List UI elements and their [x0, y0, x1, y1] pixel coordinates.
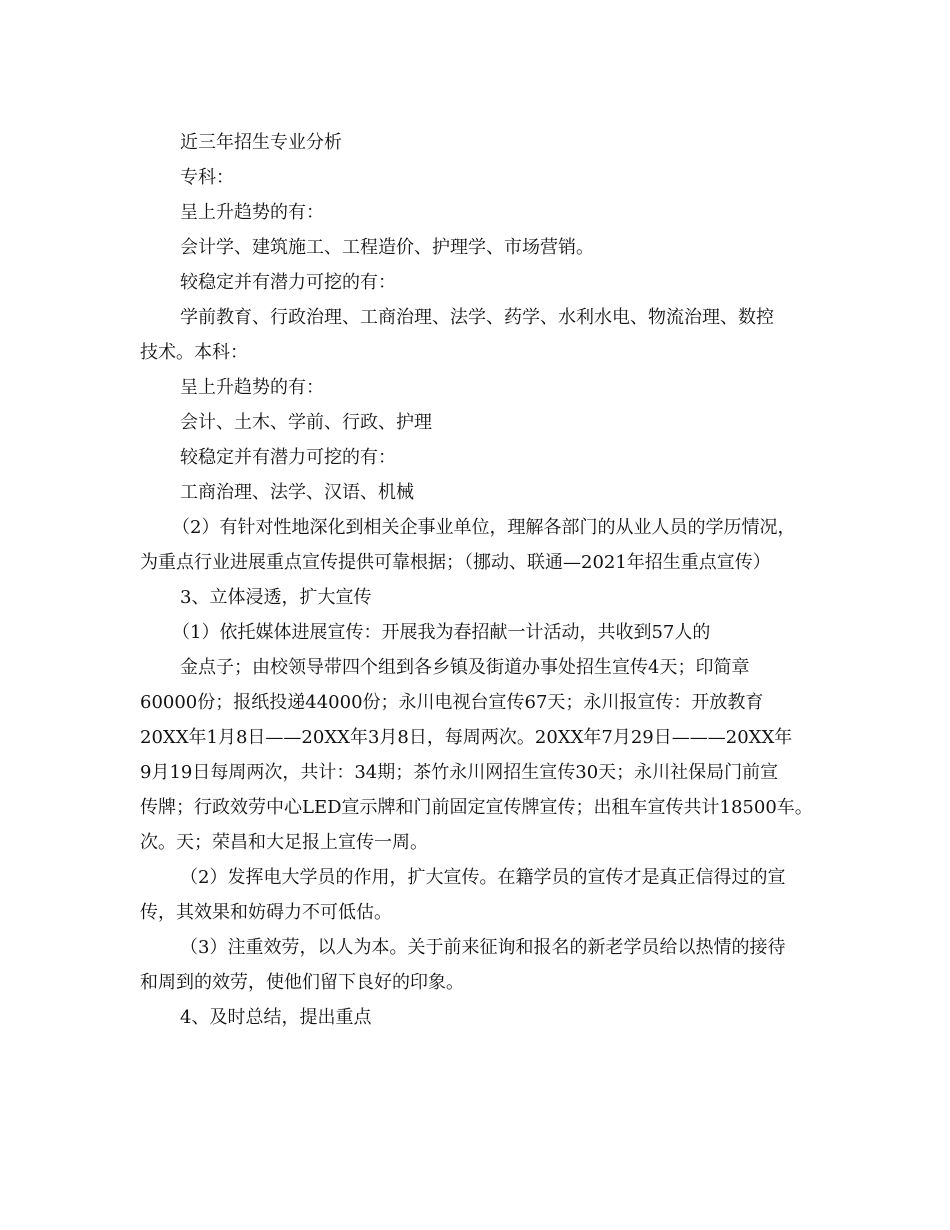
text-line: 呈上升趋势的有：: [180, 202, 324, 223]
text-line: 技术。本科：: [140, 342, 248, 363]
text-line: 9月19日每周两次，共计：34期；茶竹永川网招生宣传30天；永川社保局门前宣: [140, 762, 779, 783]
text-line: 60000份；报纸投递44000份；永川电视台宣传67天；永川报宣传：开放教育: [140, 692, 764, 713]
text-line: 会计、土木、学前、行政、护理: [180, 412, 432, 433]
text-line: 为重点行业进展重点宣传提供可靠根据；（挪动、联通—2021年招生重点宣传）: [140, 552, 771, 573]
text-line: 3、立体浸透，扩大宣传: [180, 587, 372, 608]
text-line: 和周到的效劳，使他们留下良好的印象。: [140, 972, 464, 993]
text-line: 较稳定并有潜力可挖的有：: [180, 447, 396, 468]
text-line: 呈上升趋势的有：: [180, 377, 324, 398]
text-line: （1）依托媒体进展宣传：开展我为春招献一计活动，共收到57人的: [172, 622, 711, 643]
text-line: 专科：: [180, 167, 234, 188]
text-line: 金点子；由校领导带四个组到各乡镇及街道办事处招生宣传4天；印简章: [180, 657, 750, 678]
text-line: （2）有针对性地深化到相关企事业单位，理解各部门的从业人员的学历情况，: [172, 517, 796, 538]
text-line: 会计学、建筑施工、工程造价、护理学、市场营销。: [180, 237, 594, 258]
text-line: 20XX年1月8日——20XX年3月8日，每周两次。20XX年7月29日———20XX年: [140, 727, 793, 748]
text-line: （2）发挥电大学员的作用，扩大宣传。在籍学员的宣传才是真正信得过的宣: [180, 867, 786, 888]
text-line: 次。天；荣昌和大足报上宣传一周。: [140, 832, 428, 853]
text-line: 近三年招生专业分析: [180, 132, 342, 153]
text-line: 传牌；行政效劳中心LED宣示牌和门前固定宣传牌宣传；出租车宣传共计18500车。: [140, 797, 813, 818]
text-line: 传，其效果和妨碍力不可低估。: [140, 902, 392, 923]
text-line: 较稳定并有潜力可挖的有：: [180, 272, 396, 293]
text-line: 4、及时总结，提出重点: [180, 1007, 372, 1028]
text-line: （3）注重效劳，以人为本。关于前来征询和报名的新老学员给以热情的接待: [180, 937, 786, 958]
text-line: 学前教育、行政治理、工商治理、法学、药学、水利水电、物流治理、数控: [180, 307, 774, 328]
text-line: 工商治理、法学、汉语、机械: [180, 482, 414, 503]
